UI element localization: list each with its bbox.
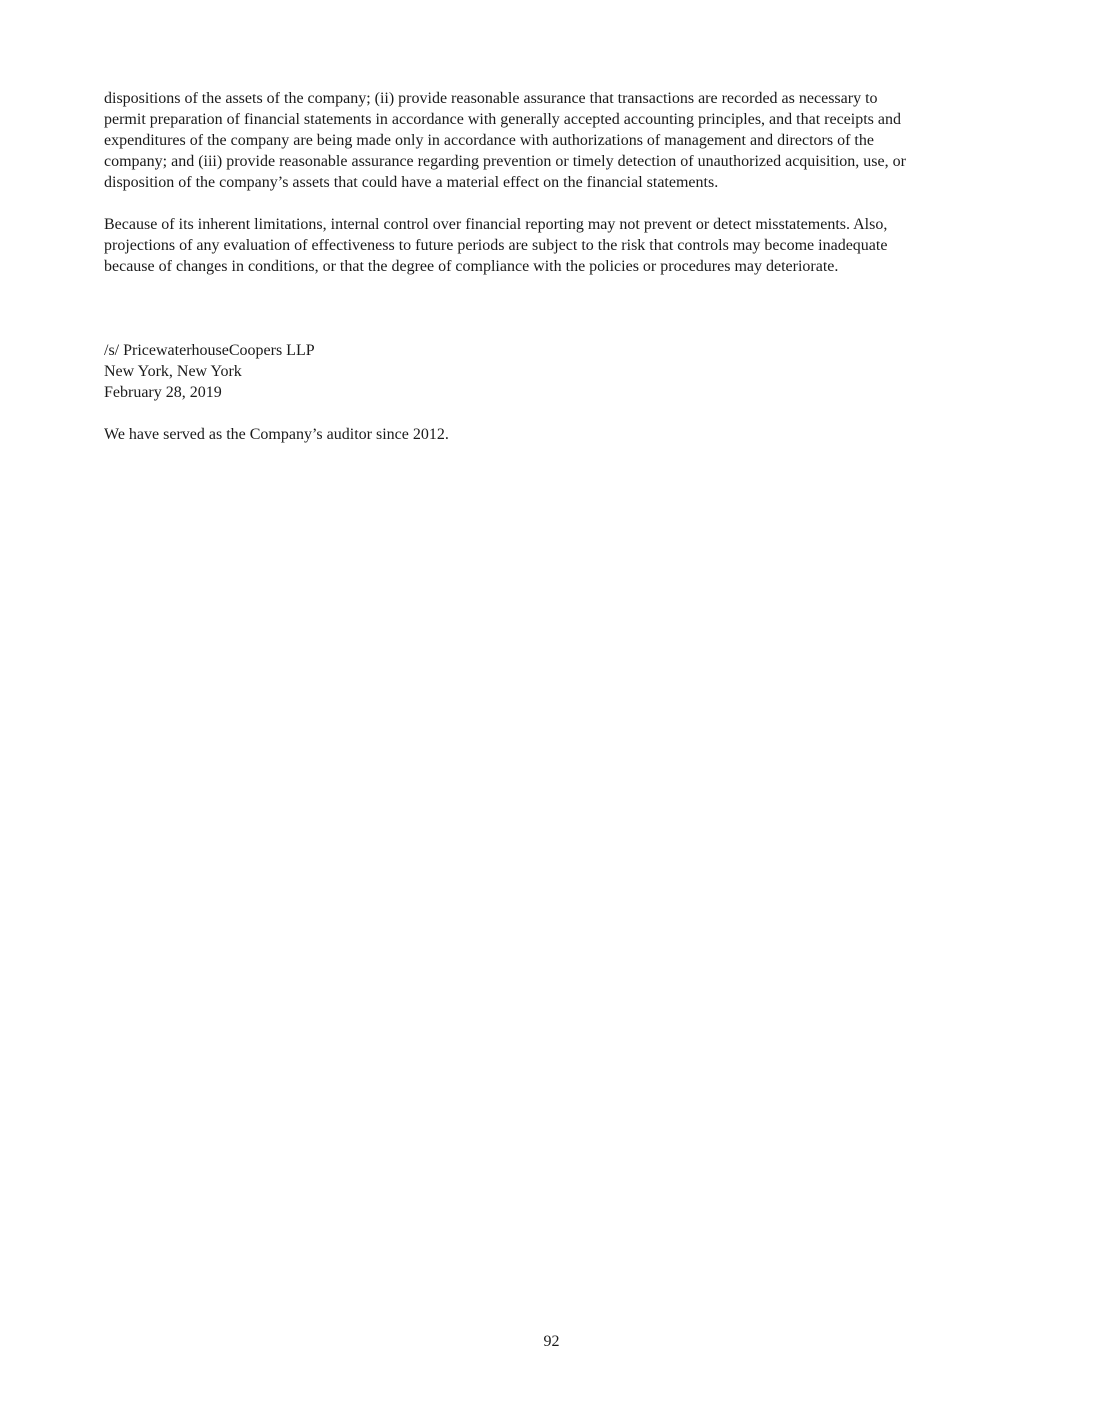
limitations-paragraph <box>104 214 994 277</box>
page-content <box>104 88 994 445</box>
paragraph-line: dispositions of the assets of the company; (ii) provide reasonable assurance that transactions are recorded as necessary to <box>104 90 878 107</box>
paragraph-line: permit preparation of financial statements in accordance with generally accepted accounting principles, and that receipts and <box>104 111 901 128</box>
paragraph-line: Because of its inherent limitations, internal control over financial reporting may not prevent or detect misstatements. Also, <box>104 216 888 233</box>
internal-control-paragraph <box>104 88 994 193</box>
paragraph-line: disposition of the company’s assets that could have a material effect on the financial statements. <box>104 174 719 191</box>
paragraph-line: because of changes in conditions, or that the degree of compliance with the policies or procedures may deteriorate. <box>104 258 839 275</box>
signature-location: New York, New York <box>104 363 242 380</box>
signature-date: February 28, 2019 <box>104 384 222 401</box>
paragraph-line: company; and (iii) provide reasonable assurance regarding prevention or timely detection of unauthorized acquisition, use, or <box>104 153 906 170</box>
paragraph-line: projections of any evaluation of effectiveness to future periods are subject to the risk that controls may become inadequate <box>104 237 888 254</box>
page-number: 92 <box>543 1333 560 1350</box>
paragraph-line: expenditures of the company are being made only in accordance with authorizations of management and directors of the <box>104 132 874 149</box>
auditor-tenure-statement: We have served as the Company’s auditor since 2012. <box>104 426 449 443</box>
auditor-signature-block <box>104 340 994 403</box>
signature-firm: /s/ PricewaterhouseCoopers LLP <box>104 342 315 359</box>
